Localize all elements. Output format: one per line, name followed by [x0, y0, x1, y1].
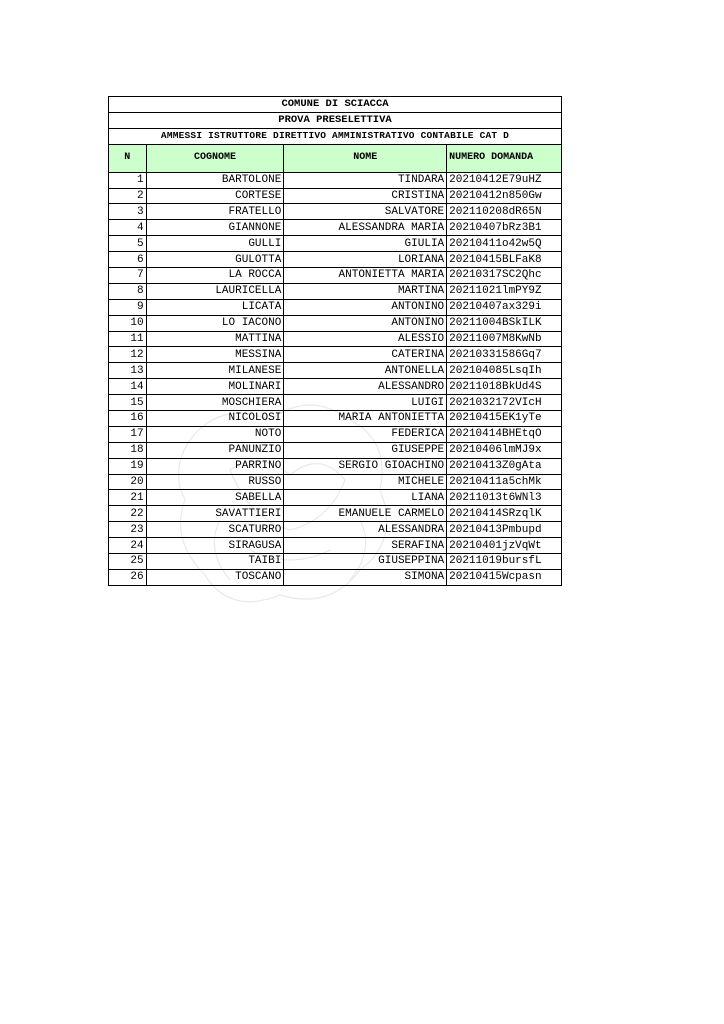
- row-nome: CATERINA: [284, 347, 447, 363]
- row-domanda: 20211004BSkILK: [447, 315, 562, 331]
- row-number: 18: [109, 442, 147, 458]
- row-nome: FEDERICA: [284, 426, 447, 442]
- row-number: 21: [109, 490, 147, 506]
- table-row: [109, 172, 562, 188]
- row-nome: SIMONA: [284, 569, 447, 585]
- table-row: [109, 426, 562, 442]
- row-number: 15: [109, 395, 147, 411]
- row-cognome: CORTESE: [146, 188, 284, 204]
- row-nome: ANTONELLA: [284, 363, 447, 379]
- row-nome: ALESSANDRA MARIA: [284, 220, 447, 236]
- title-prova: PROVA PRESELETTIVA: [109, 112, 562, 128]
- row-number: 16: [109, 411, 147, 427]
- row-nome: TINDARA: [284, 172, 447, 188]
- row-cognome: MESSINA: [146, 347, 284, 363]
- row-nome: MARTINA: [284, 283, 447, 299]
- row-cognome: GULLI: [146, 236, 284, 252]
- row-domanda: 20210415BLFaK8: [447, 252, 562, 268]
- row-nome: SALVATORE: [284, 204, 447, 220]
- row-number: 1: [109, 172, 147, 188]
- row-cognome: LAURICELLA: [146, 283, 284, 299]
- row-number: 13: [109, 363, 147, 379]
- row-nome: SERAFINA: [284, 538, 447, 554]
- row-cognome: NOTO: [146, 426, 284, 442]
- row-cognome: MILANESE: [146, 363, 284, 379]
- row-number: 25: [109, 554, 147, 570]
- row-cognome: GULOTTA: [146, 252, 284, 268]
- table-row: [109, 395, 562, 411]
- column-header-row: [109, 144, 562, 172]
- row-nome: ALESSANDRO: [284, 379, 447, 395]
- row-number: 23: [109, 522, 147, 538]
- row-domanda: 20210331586Gq7: [447, 347, 562, 363]
- column-header-nome: NOME: [284, 144, 447, 172]
- row-cognome: TAIBI: [146, 554, 284, 570]
- row-number: 24: [109, 538, 147, 554]
- row-nome: LUIGI: [284, 395, 447, 411]
- row-cognome: GIANNONE: [146, 220, 284, 236]
- table-row: [109, 522, 562, 538]
- row-domanda: 20210411a5chMk: [447, 474, 562, 490]
- row-nome: ALESSIO: [284, 331, 447, 347]
- row-number: 19: [109, 458, 147, 474]
- row-cognome: LICATA: [146, 299, 284, 315]
- row-number: 8: [109, 283, 147, 299]
- row-cognome: FRATELLO: [146, 204, 284, 220]
- row-nome: CRISTINA: [284, 188, 447, 204]
- table-row: [109, 458, 562, 474]
- row-domanda: 20210412E79uHZ: [447, 172, 562, 188]
- row-domanda: 202104085LsqIh: [447, 363, 562, 379]
- row-number: 7: [109, 268, 147, 284]
- row-domanda: 20210401jzVqWt: [447, 538, 562, 554]
- table-row: [109, 283, 562, 299]
- table-row: [109, 411, 562, 427]
- row-domanda: 20211019bursfL: [447, 554, 562, 570]
- row-number: 9: [109, 299, 147, 315]
- row-nome: GIULIA: [284, 236, 447, 252]
- row-nome: GIUSEPPE: [284, 442, 447, 458]
- row-cognome: SABELLA: [146, 490, 284, 506]
- row-number: 17: [109, 426, 147, 442]
- row-number: 11: [109, 331, 147, 347]
- row-domanda: 20210407bRz3B1: [447, 220, 562, 236]
- row-domanda: 20210413Z0gAta: [447, 458, 562, 474]
- row-nome: ANTONIETTA MARIA: [284, 268, 447, 284]
- table-row: [109, 315, 562, 331]
- row-domanda: 20211013t6WNl3: [447, 490, 562, 506]
- table-row: [109, 569, 562, 585]
- row-domanda: 20210414SRzqlK: [447, 506, 562, 522]
- column-header-domanda: NUMERO DOMANDA: [447, 144, 562, 172]
- row-number: 12: [109, 347, 147, 363]
- row-cognome: NICOLOSI: [146, 411, 284, 427]
- row-cognome: SIRAGUSA: [146, 538, 284, 554]
- row-cognome: TOSCANO: [146, 569, 284, 585]
- table-row: [109, 379, 562, 395]
- table-row: [109, 363, 562, 379]
- row-number: 10: [109, 315, 147, 331]
- row-nome: GIUSEPPINA: [284, 554, 447, 570]
- table-row: [109, 236, 562, 252]
- table-row: [109, 299, 562, 315]
- column-header-n: N: [109, 144, 147, 172]
- row-cognome: SAVATTIERI: [146, 506, 284, 522]
- title-comune: COMUNE DI SCIACCA: [109, 97, 562, 113]
- row-domanda: 20210406lmMJ9x: [447, 442, 562, 458]
- row-number: 14: [109, 379, 147, 395]
- row-number: 3: [109, 204, 147, 220]
- admitted-table: [108, 96, 562, 586]
- row-nome: ANTONINO: [284, 315, 447, 331]
- row-number: 26: [109, 569, 147, 585]
- row-cognome: LO IACONO: [146, 315, 284, 331]
- row-nome: SERGIO GIOACHINO: [284, 458, 447, 474]
- row-cognome: PARRINO: [146, 458, 284, 474]
- row-domanda: 20210411o42w5Q: [447, 236, 562, 252]
- row-domanda: 202110208dR65N: [447, 204, 562, 220]
- row-nome: ALESSANDRA: [284, 522, 447, 538]
- row-cognome: PANUNZIO: [146, 442, 284, 458]
- row-cognome: RUSSO: [146, 474, 284, 490]
- row-nome: MARIA ANTONIETTA: [284, 411, 447, 427]
- row-nome: ANTONINO: [284, 299, 447, 315]
- row-domanda: 20210415Wcpasn: [447, 569, 562, 585]
- row-domanda: 20211007M8KwNb: [447, 331, 562, 347]
- row-number: 20: [109, 474, 147, 490]
- row-cognome: MATTINA: [146, 331, 284, 347]
- table-row: [109, 252, 562, 268]
- table-row: [109, 490, 562, 506]
- table-row: [109, 268, 562, 284]
- row-domanda: 20211018BkUd4S: [447, 379, 562, 395]
- table-row: [109, 442, 562, 458]
- row-number: 5: [109, 236, 147, 252]
- row-domanda: 20210317SC2Qhc: [447, 268, 562, 284]
- table-row: [109, 506, 562, 522]
- row-number: 2: [109, 188, 147, 204]
- row-number: 4: [109, 220, 147, 236]
- table-row: [109, 538, 562, 554]
- row-domanda: 20210407ax329i: [447, 299, 562, 315]
- row-cognome: MOLINARI: [146, 379, 284, 395]
- row-nome: LORIANA: [284, 252, 447, 268]
- row-domanda: 20211021lmPY9Z: [447, 283, 562, 299]
- row-cognome: BARTOLONE: [146, 172, 284, 188]
- row-domanda: 20210413Pmbupd: [447, 522, 562, 538]
- row-cognome: LA ROCCA: [146, 268, 284, 284]
- row-nome: MICHELE: [284, 474, 447, 490]
- row-domanda: 20210415EK1yTe: [447, 411, 562, 427]
- title-ammessi: AMMESSI ISTRUTTORE DIRETTIVO AMMINISTRATIVO CONTABILE CAT D: [109, 128, 562, 144]
- row-cognome: SCATURRO: [146, 522, 284, 538]
- row-domanda: 2021032172VIcH: [447, 395, 562, 411]
- table-row: [109, 204, 562, 220]
- row-nome: EMANUELE CARMELO: [284, 506, 447, 522]
- row-number: 6: [109, 252, 147, 268]
- row-domanda: 20210412n850Gw: [447, 188, 562, 204]
- table-row: [109, 347, 562, 363]
- row-number: 22: [109, 506, 147, 522]
- table-row: [109, 331, 562, 347]
- table-row: [109, 188, 562, 204]
- table-row: [109, 220, 562, 236]
- table-row: [109, 554, 562, 570]
- row-domanda: 20210414BHEtqO: [447, 426, 562, 442]
- row-cognome: MOSCHIERA: [146, 395, 284, 411]
- table-row: [109, 474, 562, 490]
- row-nome: LIANA: [284, 490, 447, 506]
- column-header-cognome: COGNOME: [146, 144, 284, 172]
